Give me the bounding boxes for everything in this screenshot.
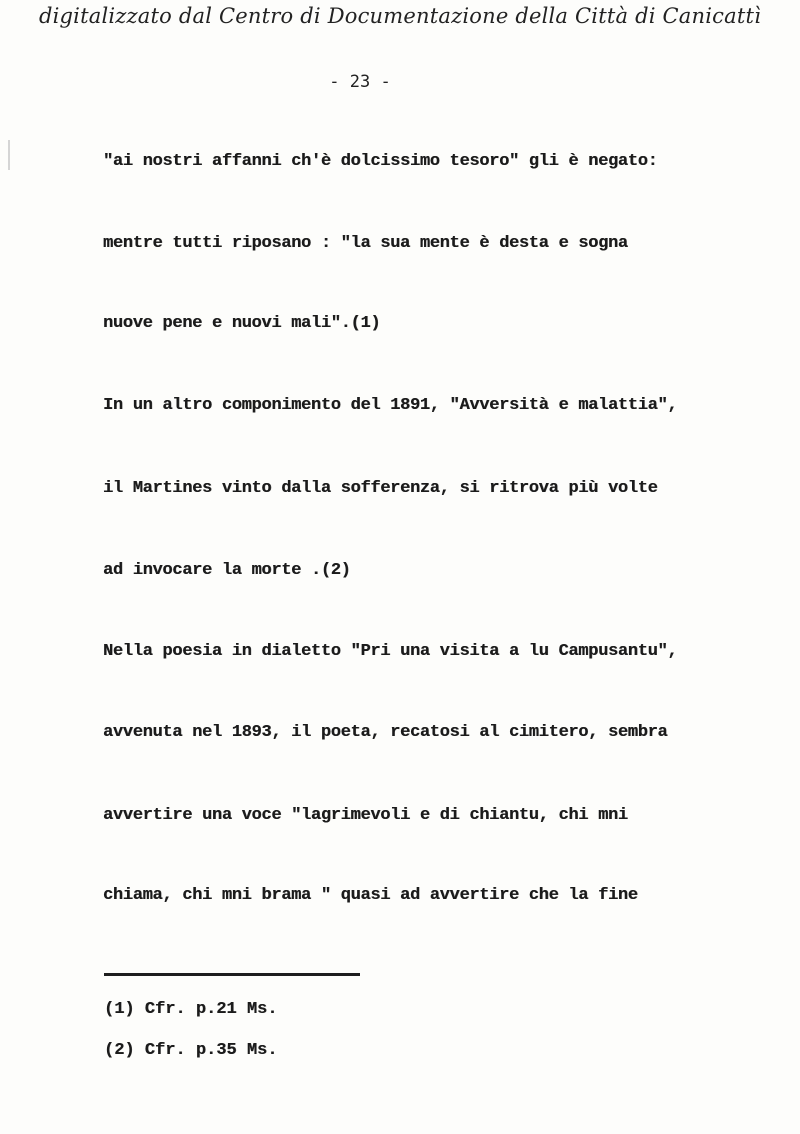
body-line-7: Nella poesia in dialetto "Pri una visita a lu Campusantu", [103,642,678,661]
scan-edge-mark [8,140,10,170]
body-line-5: il Martines vinto dalla sofferenza, si ritrova più volte [103,479,658,498]
body-line-8: avvenuta nel 1893, il poeta, recatosi al cimitero, sembra [103,723,668,742]
footnote-1: (1) Cfr. p.21 Ms. [104,1000,278,1019]
body-line-10: chiama, chi mni brama " quasi ad avvertire che la fine [103,886,638,905]
body-line-3: nuove pene e nuovi mali".(1) [103,314,381,333]
digitization-watermark: digitalizzato dal Centro di Documentazione della Città di Canicattì [38,4,762,28]
body-line-2: mentre tutti riposano : "la sua mente è desta e sogna [103,234,628,253]
body-line-9: avvertire una voce "lagrimevoli e di chiantu, chi mni [103,806,628,825]
page-number: - 23 - [329,72,391,92]
body-line-4: In un altro componimento del 1891, "Avversità e malattia", [103,396,678,415]
body-line-6: ad invocare la morte .(2) [103,561,351,580]
footnote-separator [104,973,360,976]
footnote-2: (2) Cfr. p.35 Ms. [104,1041,278,1060]
body-line-1: "ai nostri affanni ch'è dolcissimo tesoro" gli è negato: [103,152,658,171]
